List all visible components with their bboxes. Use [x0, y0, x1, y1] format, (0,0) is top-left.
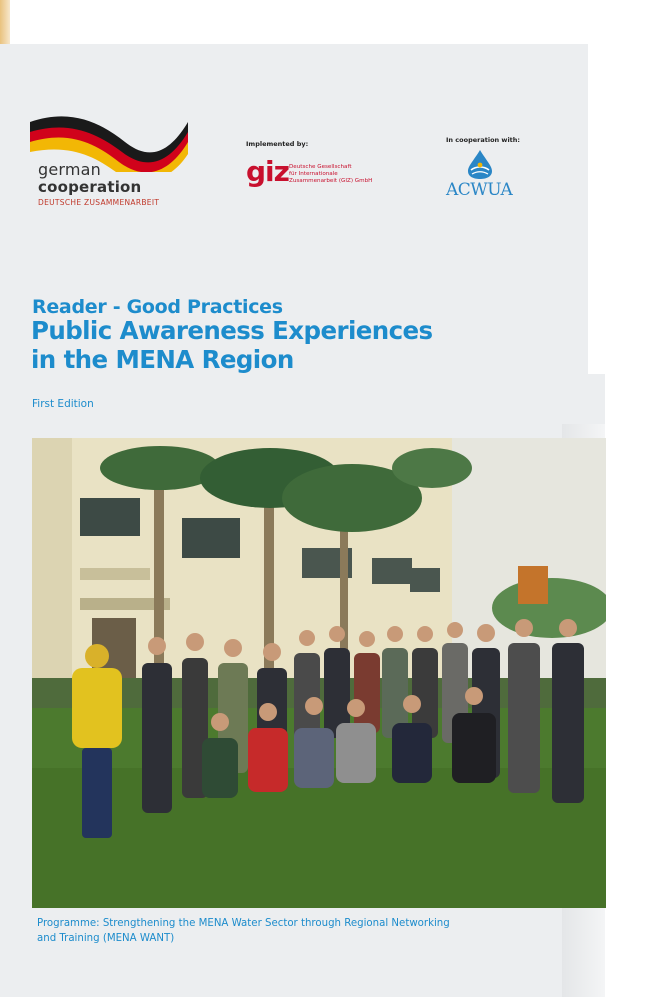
water-drop-icon: [462, 148, 498, 180]
cover-title-line2: Public Awareness Experiences in the MENA Region: [31, 316, 433, 374]
acwua-logo-text: ACWUA: [446, 180, 513, 200]
group-photo-illustration: [32, 438, 606, 908]
corner-accent: [0, 0, 10, 46]
logo-text-german: german: [38, 160, 102, 179]
giz-name-line: Zusammenarbeit (GIZ) GmbH: [289, 178, 373, 184]
logo-text-cooperation: cooperation: [38, 178, 142, 196]
edition-label: First Edition: [32, 398, 94, 410]
cover-title-line1: Reader - Good Practices: [32, 296, 283, 318]
giz-logo: giz: [246, 155, 289, 188]
giz-name-line: Deutsche Gesellschaft: [289, 164, 352, 170]
giz-full-name: [289, 164, 379, 185]
implemented-by-label: Implemented by:: [246, 140, 309, 148]
programme-caption: Programme: Strengthening the MENA Water Sector through Regional Networking and Training (MENA WANT): [37, 918, 450, 944]
german-cooperation-logo: [30, 112, 200, 212]
giz-name-line: für Internationale: [289, 171, 338, 177]
group-photo: [32, 438, 606, 908]
logo-text-deutsche-zusammenarbeit: DEUTSCHE ZUSAMMENARBEIT: [38, 198, 160, 207]
cooperation-label: In cooperation with:: [446, 136, 521, 144]
